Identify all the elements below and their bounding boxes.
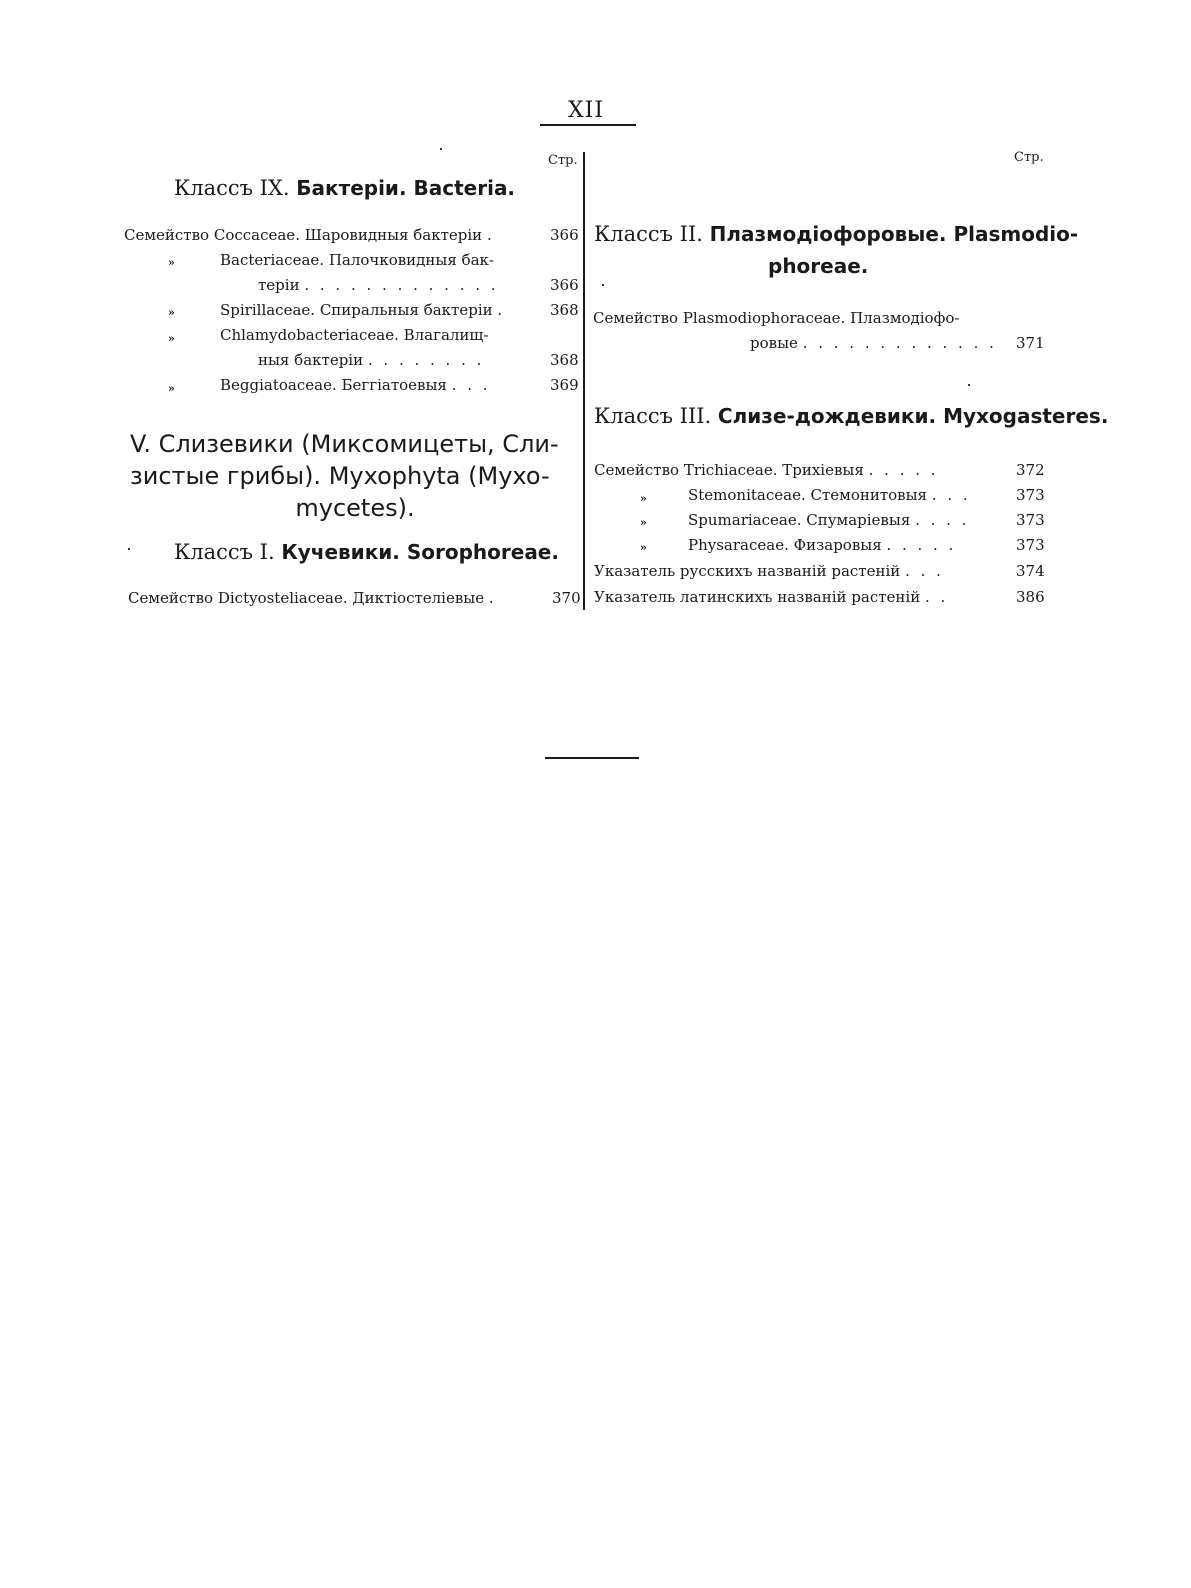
- print-speck: [602, 284, 604, 286]
- toc-page-latin-index: 386: [1016, 588, 1045, 606]
- class-i-prefix: Классъ I.: [174, 540, 275, 564]
- toc-page-dictyosteliaceae: 370: [552, 589, 581, 607]
- ditto-mark: »: [640, 516, 647, 529]
- class-i-name: Кучевики. Sorophoreae.: [281, 540, 559, 564]
- page-number-rule: [540, 124, 636, 126]
- class-i-heading: [174, 540, 559, 564]
- toc-entry-latin-index: Указатель латинскихъ названій растеній . .: [594, 588, 949, 606]
- toc-page-plasmodiophoraceae: 371: [1016, 334, 1045, 352]
- toc-page-physaraceae: 373: [1016, 536, 1045, 554]
- class-ii-name: Плазмодіофоровые. Plasmodio-: [709, 222, 1079, 246]
- toc-entry-bacteriaceae: Bacteriaceae. Палочковидныя бак-: [220, 251, 494, 269]
- toc-entry-physaraceae: Physaraceae. Физаровыя . . . . .: [688, 536, 957, 554]
- class-ix-heading: [174, 176, 515, 200]
- toc-entry-bacteriaceae-cont: теріи . . . . . . . . . . . . .: [258, 276, 499, 294]
- toc-page-spirillaceae: 368: [550, 301, 579, 319]
- class-iii-name: Слизе-дождевики. Myxogasteres.: [717, 404, 1109, 428]
- ditto-mark: »: [168, 256, 175, 269]
- toc-entry-chlamydobacteriaceae-cont: ныя бактеріи . . . . . . . .: [258, 351, 485, 369]
- toc-entry-dictyosteliaceae: Семейство Dictyosteliaceae. Диктіостеліевые .: [128, 589, 497, 607]
- toc-entry-plasmodiophoraceae-cont: ровые . . . . . . . . . . . . .: [750, 334, 997, 352]
- toc-entry-russian-index: Указатель русскихъ названій растеній . . .: [594, 562, 944, 580]
- toc-entry-trichiaceae: Семейство Trichiaceae. Трихіевыя . . . . .: [594, 461, 939, 479]
- toc-entry-plasmodiophoraceae: Семейство Plasmodiophoraceae. Плазмодіофо-: [593, 309, 960, 327]
- toc-page-bacteriaceae: 366: [550, 276, 579, 294]
- page-abbrev-left: Стр.: [548, 153, 578, 168]
- class-ix-name: Бактеріи. Bacteria.: [296, 176, 516, 200]
- toc-page-russian-index: 374: [1016, 562, 1045, 580]
- toc-entry-beggiatoaceae: Beggiatoaceae. Беггіатоевыя . . .: [220, 376, 491, 394]
- toc-entry-stemonitaceae: Stemonitaceae. Стемонитовыя . . .: [688, 486, 971, 504]
- toc-page-stemonitaceae: 373: [1016, 486, 1045, 504]
- end-rule: [545, 757, 639, 759]
- toc-entry-chlamydobacteriaceae: Chlamydobacteriaceae. Влагалищ-: [220, 326, 489, 344]
- ditto-mark: »: [640, 541, 647, 554]
- ditto-mark: »: [168, 332, 175, 345]
- class-ix-prefix: Классъ IX.: [174, 176, 290, 200]
- class-ii-heading: [594, 222, 1078, 246]
- class-ii-prefix: Классъ II.: [594, 222, 703, 246]
- toc-page-coccaceae: 366: [550, 226, 579, 244]
- column-divider: [583, 152, 585, 610]
- page-number: XII: [568, 98, 605, 123]
- toc-entry-spirillaceae: Spirillaceae. Спиральныя бактеріи .: [220, 301, 506, 319]
- print-speck: [128, 548, 130, 550]
- ditto-mark: »: [640, 492, 647, 505]
- ditto-mark: »: [168, 382, 175, 395]
- toc-page-trichiaceae: 372: [1016, 461, 1045, 479]
- class-ii-heading-cont: phoreae.: [768, 254, 869, 278]
- toc-entry-spumariaceae: Spumariaceae. Спумаріевыя . . . .: [688, 511, 970, 529]
- ditto-mark: »: [168, 306, 175, 319]
- toc-page-beggiatoaceae: 369: [550, 376, 579, 394]
- print-speck: [968, 384, 970, 386]
- toc-entry-coccaceae: Семейство Coccaceae. Шаровидныя бактеріи .: [124, 226, 495, 244]
- toc-page-chlamydobacteriaceae: 368: [550, 351, 579, 369]
- class-iii-heading: [594, 404, 1108, 428]
- page-abbrev-right: Стр.: [1014, 150, 1044, 165]
- class-iii-prefix: Классъ III.: [594, 404, 712, 428]
- print-speck: [440, 148, 442, 150]
- division-v-heading: V. Слизевики (Миксомицеты, Сли- зистые грибы). Myxophyta (Myxo- mycetes).: [130, 430, 559, 522]
- toc-page-spumariaceae: 373: [1016, 511, 1045, 529]
